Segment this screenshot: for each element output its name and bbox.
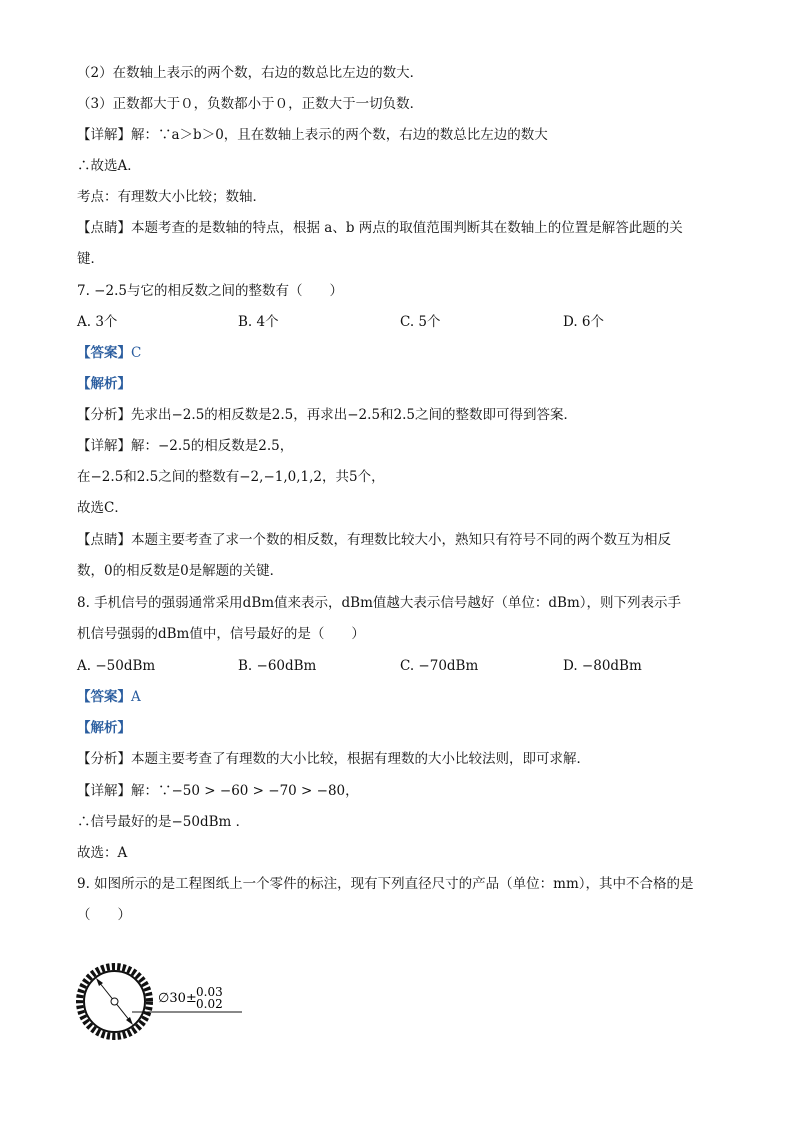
- lower-tolerance: 0.02: [196, 997, 223, 1011]
- dimension-label: ∅30±: [158, 991, 197, 1006]
- q7-option-d: D. 6个: [563, 314, 605, 330]
- q8-option-b: B. −60dBm: [238, 658, 317, 674]
- text-line: 【点睛】本题考查的是数轴的特点，根据 a、b 两点的取值范围判断其在数轴上的位置是解答此题的关: [77, 220, 683, 236]
- q8-analysis-label: 【解析】: [77, 720, 131, 736]
- answer-label: 【答案】: [77, 345, 131, 361]
- q7-fenxi: 【分析】先求出−2.5的相反数是2.5，再求出−2.5和2.5之间的整数即可得到答案．: [77, 407, 578, 423]
- q8-step: ∴信号最好的是−50dBm ．: [77, 814, 250, 830]
- answer-label: 【答案】: [77, 689, 131, 705]
- question-9-stem-1: 9. 如图所示的是工程图纸上一个零件的标注，现有下列直径尺寸的产品（单位：mm），其中不合格的是: [77, 876, 694, 892]
- q8-answer: [77, 688, 141, 706]
- q7-dianjing-1: 【点睛】本题主要考查了求一个数的相反数，有理数比较大小，熟知只有符号不同的两个数互为相反: [77, 532, 671, 548]
- q7-dianjing-2: 数，0的相反数是0是解题的关键．: [77, 563, 284, 579]
- answer-value: A: [131, 689, 141, 705]
- text-line: ∴故选A．: [77, 158, 141, 174]
- q7-step: 在−2.5和2.5之间的整数有−2,−1,0,1,2，共5个，: [77, 469, 385, 485]
- answer-value: C: [131, 345, 142, 361]
- question-7-stem: 7. −2.5与它的相反数之间的整数有（ ）: [77, 283, 343, 299]
- q7-analysis-label: 【解析】: [77, 376, 131, 392]
- text-line: 考点：有理数大小比较；数轴．: [77, 189, 266, 205]
- q7-xiangjie: 【详解】解：−2.5的相反数是2.5，: [77, 438, 294, 454]
- center-hole: [111, 998, 118, 1005]
- text-line: 键．: [77, 251, 104, 267]
- part-diameter-figure: [72, 962, 252, 1042]
- q7-conclude: 故选C．: [77, 500, 128, 516]
- question-8-stem-1: 8. 手机信号的强弱通常采用dBm值来表示，dBm值越大表示信号越好（单位：dBm），则下列表示手: [77, 595, 682, 611]
- q7-option-c: C. 5个: [400, 314, 441, 330]
- question-8-stem-2: 机信号强弱的dBm值中，信号最好的是（ ）: [77, 626, 365, 642]
- text-line: 【详解】解：∵a＞b＞0，且在数轴上表示的两个数，右边的数总比左边的数大: [77, 127, 548, 143]
- q8-fenxi: 【分析】本题主要考查了有理数的大小比较，根据有理数的大小比较法则，即可求解．: [77, 751, 590, 767]
- question-9-stem-2: （ ）: [77, 907, 131, 923]
- q8-option-c: C. −70dBm: [400, 658, 479, 674]
- q8-option-d: D. −80dBm: [563, 658, 642, 674]
- text-line: （3）正数都大于０，负数都小于０，正数大于一切负数．: [77, 96, 424, 112]
- q7-option-a: A. 3个: [77, 314, 118, 330]
- q7-answer: [77, 344, 141, 362]
- q8-conclude: 故选：A: [77, 845, 128, 861]
- q7-option-b: B. 4个: [238, 314, 279, 330]
- q8-option-a: A. −50dBm: [77, 658, 156, 674]
- q8-xiangjie: 【详解】解：∵−50 > −60 > −70 > −80，: [77, 783, 359, 799]
- upper-tolerance: 0.03: [196, 985, 223, 999]
- text-line: （2）在数轴上表示的两个数，右边的数总比左边的数大．: [77, 65, 424, 81]
